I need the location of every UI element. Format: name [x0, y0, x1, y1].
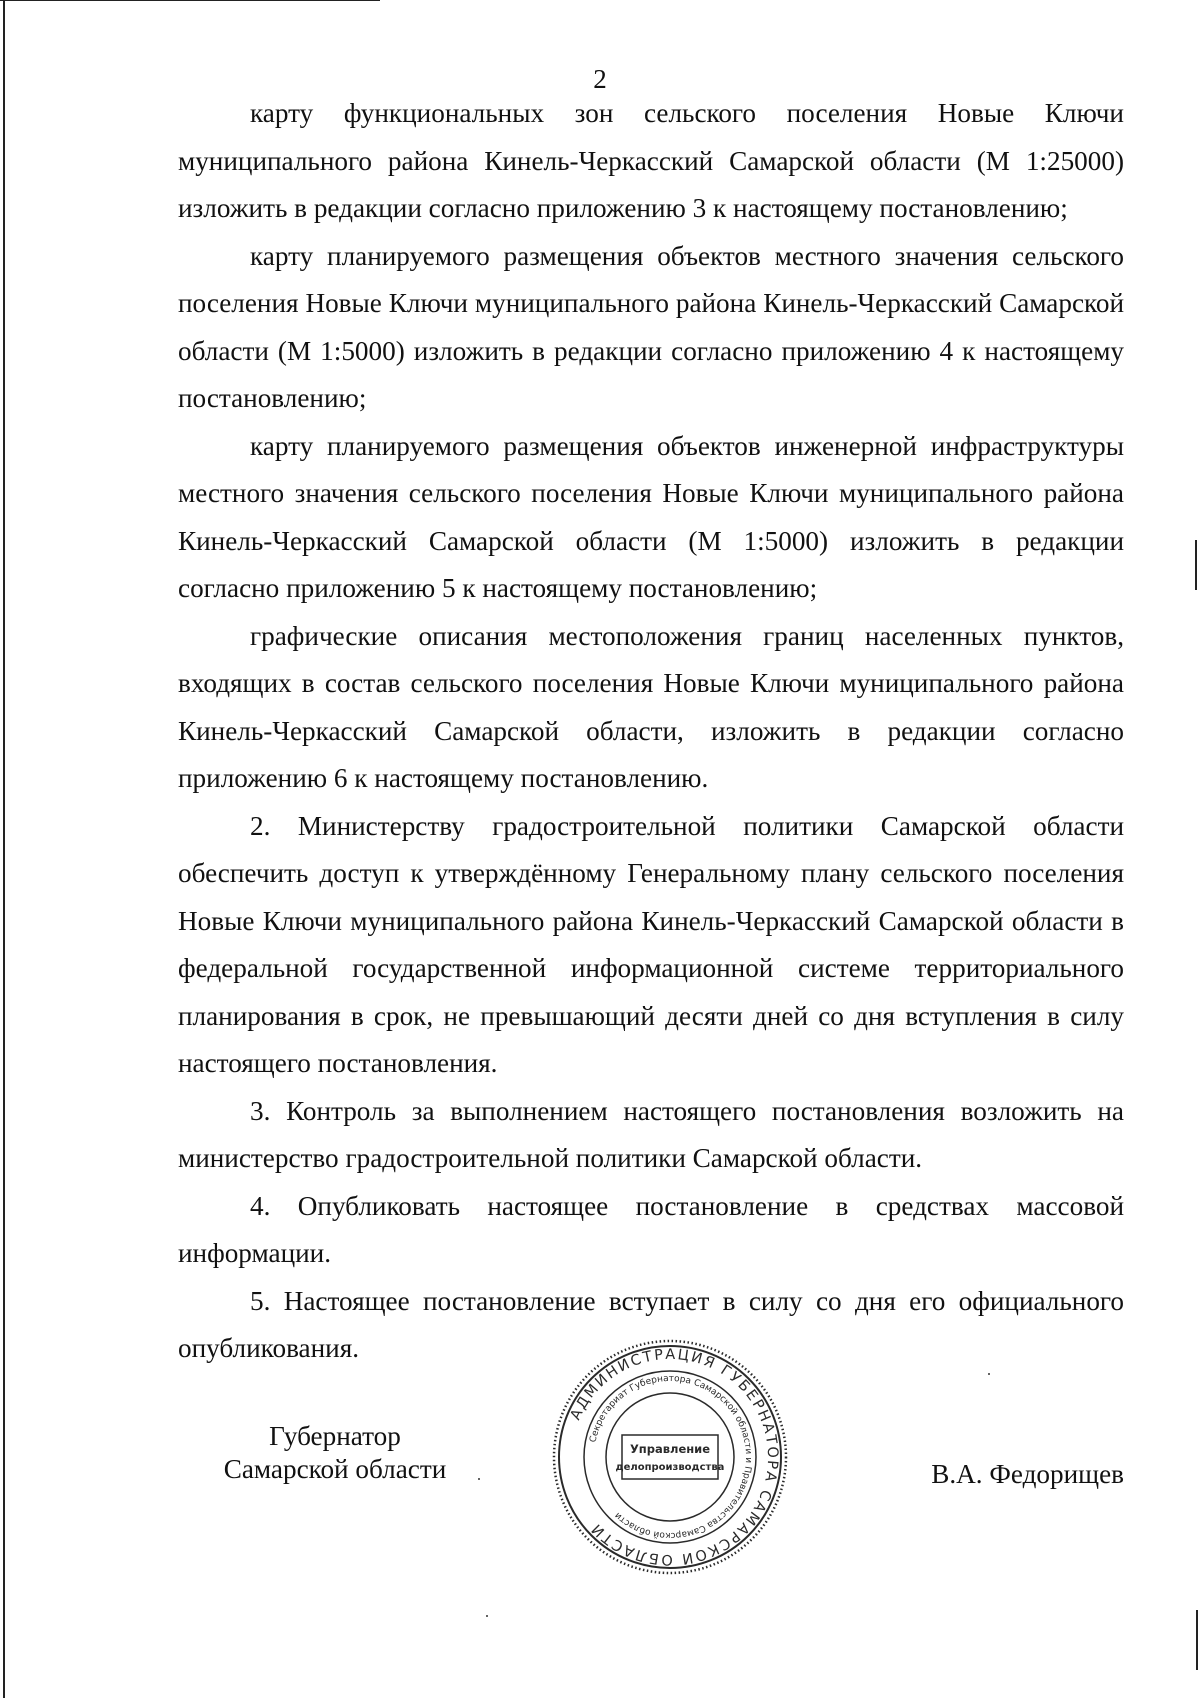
paragraph-map-functional-zones: карту функциональных зон сельского поселения Новые Ключи муниципального района Кинель-Черкасский Самарской области (М 1:25000) изложить в редакции согласно приложению 3 к настоящему постановлению;: [178, 98, 1124, 223]
official-seal: [550, 1337, 790, 1577]
signature-title: [195, 1420, 475, 1486]
seal-center-line2: делопроизводства: [615, 1462, 725, 1473]
scan-speck: [486, 1615, 488, 1617]
paragraph-item-3: 3. Контроль за выполнением настоящего постановления возложить на министерство градостроительной политики Самарской области.: [178, 1095, 1124, 1173]
scan-edge-right-mark: [1195, 540, 1197, 590]
page-number: 2: [593, 64, 607, 94]
signature-title-line2: Самарской области: [223, 1454, 447, 1484]
scan-speck: [988, 1373, 990, 1375]
paragraph-map-engineering-infrastructure: карту планируемого размещения объектов инженерной инфраструктуры местного значения сельского поселения Новые Ключи муниципального района Кинель-Черкасский Самарской области (М 1:5000) изложить в редакции согласно приложению 5 к настоящему постановлению;: [178, 430, 1124, 603]
scan-edge-right-mark-2: [1196, 1610, 1198, 1670]
seal-center-line1: Управление: [629, 1442, 711, 1456]
paragraph-item-5: 5. Настоящее постановление вступает в силу со дня его официального опубликования.: [178, 1285, 1124, 1363]
scan-edge-top: [0, 0, 380, 1]
document-body: [178, 90, 1124, 1373]
scan-edge-left: [3, 0, 5, 1698]
seal-graphic: [550, 1337, 790, 1577]
paragraph-item-2: 2. Министерству градостроительной политики Самарской области обеспечить доступ к утверждённому Генеральному плану сельского поселения Новые Ключи муниципального района Кинель-Черкасский Самарской области в федеральной государственной информационной системе территориального планирования в срок, не превышающий десяти дней со дня вступления в силу настоящего постановления.: [178, 810, 1124, 1078]
paragraph-item-4: 4. Опубликовать настоящее постановление в средствах массовой информации.: [178, 1190, 1124, 1268]
paragraph-graphic-boundaries: графические описания местоположения границ населенных пунктов, входящих в состав сельского поселения Новые Ключи муниципального района Кинель-Черкасский Самарской области, изложить в редакции согласно приложению 6 к настоящему постановлению.: [178, 620, 1124, 793]
seal-outer-text: АДМИНИСТРАЦИЯ ГУБЕРНАТОРА САМАРСКОЙ ОБЛАСТИ: [567, 1346, 781, 1568]
seal-inner-text: Секретариат Губернатора Самарской области и Правительства Самарской области: [588, 1373, 754, 1541]
signatory-name: В.А. Федорищев: [931, 1459, 1124, 1489]
paragraph-map-local-objects: карту планируемого размещения объектов местного значения сельского поселения Новые Ключи муниципального района Кинель-Черкасский Самарской области (М 1:5000) изложить в редакции согласно приложению 4 к настоящему постановлению;: [178, 240, 1124, 413]
signature-title-line1: Губернатор: [269, 1421, 401, 1451]
scan-speck: [478, 1478, 480, 1480]
